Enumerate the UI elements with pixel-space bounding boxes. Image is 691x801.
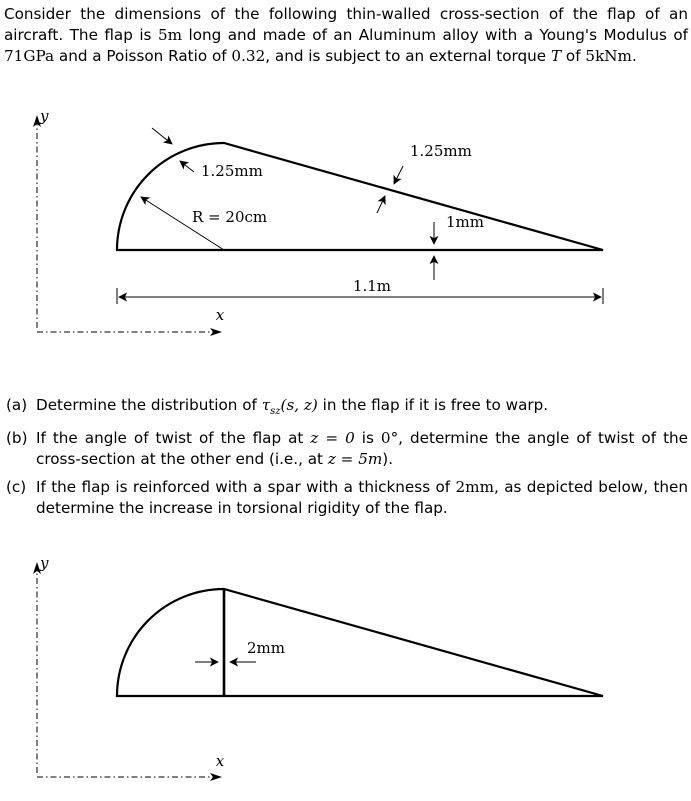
problem-statement: Consider the dimensions of the following thin-walled cross-section of the flap of an aircraft. The flap is 5m long and made of an Aluminum alloy with a Young's Modulus of 71GPa and a Poisson Ratio of 0.32, and is subject to an external torque T of 5kNm. [4, 5, 688, 66]
top-thickness-arrow-outer [394, 166, 403, 184]
question-a: (a) Determine the distribution of $\tau_{sz}(s$, z) in the flap if it is free to warp. [6, 395, 688, 422]
question-b: (b) If the angle of twist of the flap at z = 0 is 0°, determine the angle of twist of the cross-section at the other end (i.e., at z = 5m). [6, 428, 688, 470]
flap-with-spar-figure [0, 555, 691, 795]
x-axis-label: x [215, 306, 225, 324]
question-c-label: (c) [6, 477, 27, 496]
flap-outline [117, 589, 603, 696]
question-list [6, 395, 688, 525]
x-axis-arrowhead [210, 328, 222, 336]
top-thickness-label: 1.25mm [410, 142, 472, 160]
question-c: (c) If the flap is reinforced with a spar with a thickness of 2mm, as depicted below, then determine the increase in torsional rigidity of the flap. [6, 477, 688, 519]
arc-thickness-label: 1.25mm [201, 162, 263, 180]
bottom-thickness-label: 1mm [446, 213, 484, 231]
arc-thickness-arrow-inner [180, 161, 194, 172]
radius-label: R = 20cm [192, 208, 268, 226]
y-axis-label: y [40, 107, 49, 125]
x-axis-label: x [215, 752, 225, 770]
question-b-label: (b) [6, 429, 28, 448]
flap-outline [117, 143, 603, 250]
top-thickness-arrow-inner [377, 196, 385, 213]
y-axis-label: y [40, 554, 49, 572]
length-label: 1.1m [352, 277, 392, 295]
spar-thickness-label: 2mm [247, 639, 285, 657]
arc-thickness-arrow-outer [152, 128, 172, 144]
question-a-label: (a) [6, 396, 28, 414]
x-axis-arrowhead [210, 773, 222, 781]
flap-cross-section-figure [0, 105, 691, 345]
